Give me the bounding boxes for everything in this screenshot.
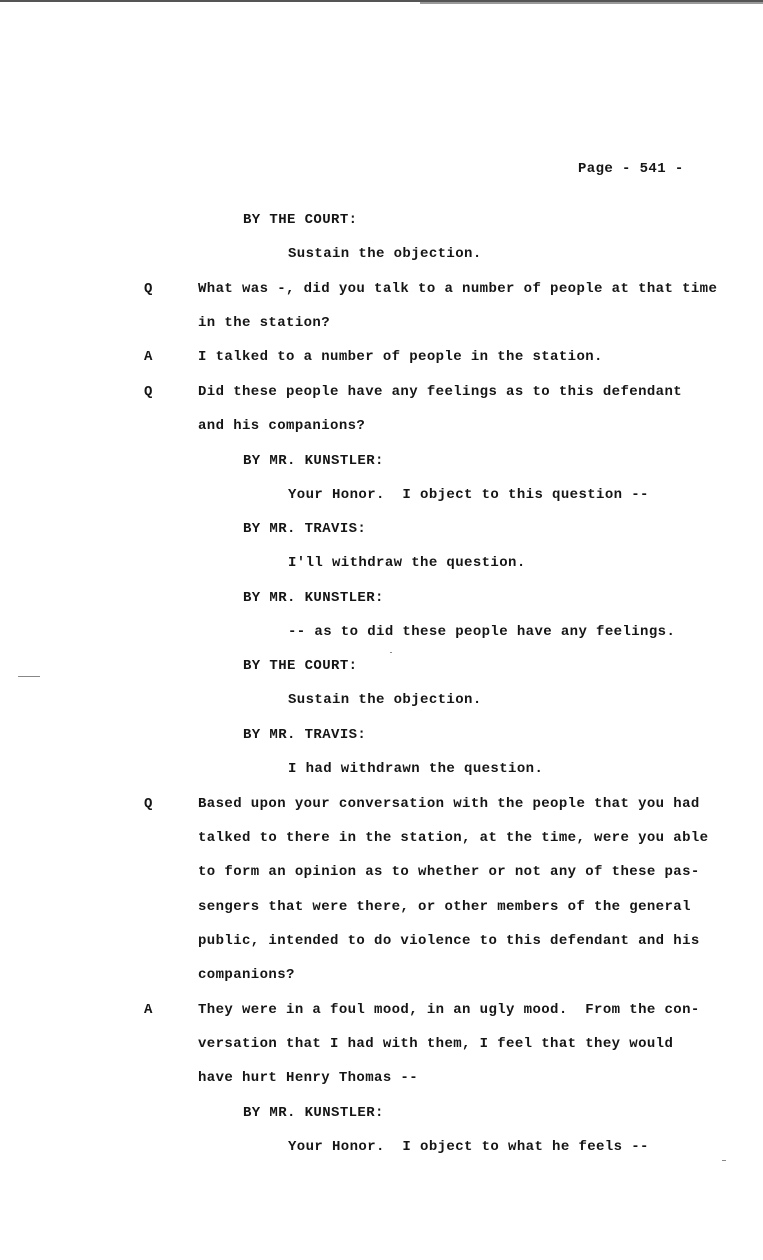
speaker-label: BY MR. KUNSTLER: (243, 1105, 384, 1121)
answer-continuation: have hurt Henry Thomas -- (198, 1070, 419, 1086)
question-line: Did these people have any feelings as to this defendant (198, 384, 683, 400)
q-marker: Q (144, 796, 153, 812)
a-marker: A (144, 1002, 153, 1018)
question-continuation: and his companions? (198, 418, 366, 434)
scan-speck (722, 1160, 726, 1161)
question-line: What was -, did you talk to a number of people at that time (198, 281, 718, 297)
speech-line: Your Honor. I object to this question -- (288, 487, 649, 503)
speech-line: Sustain the objection. (288, 692, 482, 708)
speech-line: Sustain the objection. (288, 246, 482, 262)
speaker-label: BY MR. KUNSTLER: (243, 590, 384, 606)
speaker-label: BY MR. TRAVIS: (243, 727, 367, 743)
speaker-label: BY MR. KUNSTLER: (243, 453, 384, 469)
q-marker: Q (144, 281, 153, 297)
answer-continuation: versation that I had with them, I feel that they would (198, 1036, 674, 1052)
speaker-label: BY THE COURT: (243, 658, 358, 674)
scan-speck (18, 676, 40, 677)
scan-speck (390, 652, 392, 653)
answer-line: They were in a foul mood, in an ugly mood. From the con- (198, 1002, 700, 1018)
speech-line: I had withdrawn the question. (288, 761, 544, 777)
question-continuation: public, intended to do violence to this defendant and his (198, 933, 700, 949)
answer-line: I talked to a number of people in the station. (198, 349, 603, 365)
a-marker: A (144, 349, 153, 365)
question-continuation: in the station? (198, 315, 331, 331)
speaker-label: BY THE COURT: (243, 212, 358, 228)
question-continuation: talked to there in the station, at the time, were you able (198, 830, 709, 846)
page-number: Page - 541 - (578, 161, 684, 177)
speech-line: -- as to did these people have any feelings. (288, 624, 676, 640)
question-continuation: to form an opinion as to whether or not any of these pas- (198, 864, 700, 880)
question-line: Based upon your conversation with the people that you had (198, 796, 700, 812)
question-continuation: sengers that were there, or other members of the general (198, 899, 691, 915)
speech-line: Your Honor. I object to what he feels -- (288, 1139, 649, 1155)
question-continuation: companions? (198, 967, 295, 983)
page-top-edge-shadow (420, 2, 763, 4)
q-marker: Q (144, 384, 153, 400)
speaker-label: BY MR. TRAVIS: (243, 521, 367, 537)
speech-line: I'll withdraw the question. (288, 555, 526, 571)
